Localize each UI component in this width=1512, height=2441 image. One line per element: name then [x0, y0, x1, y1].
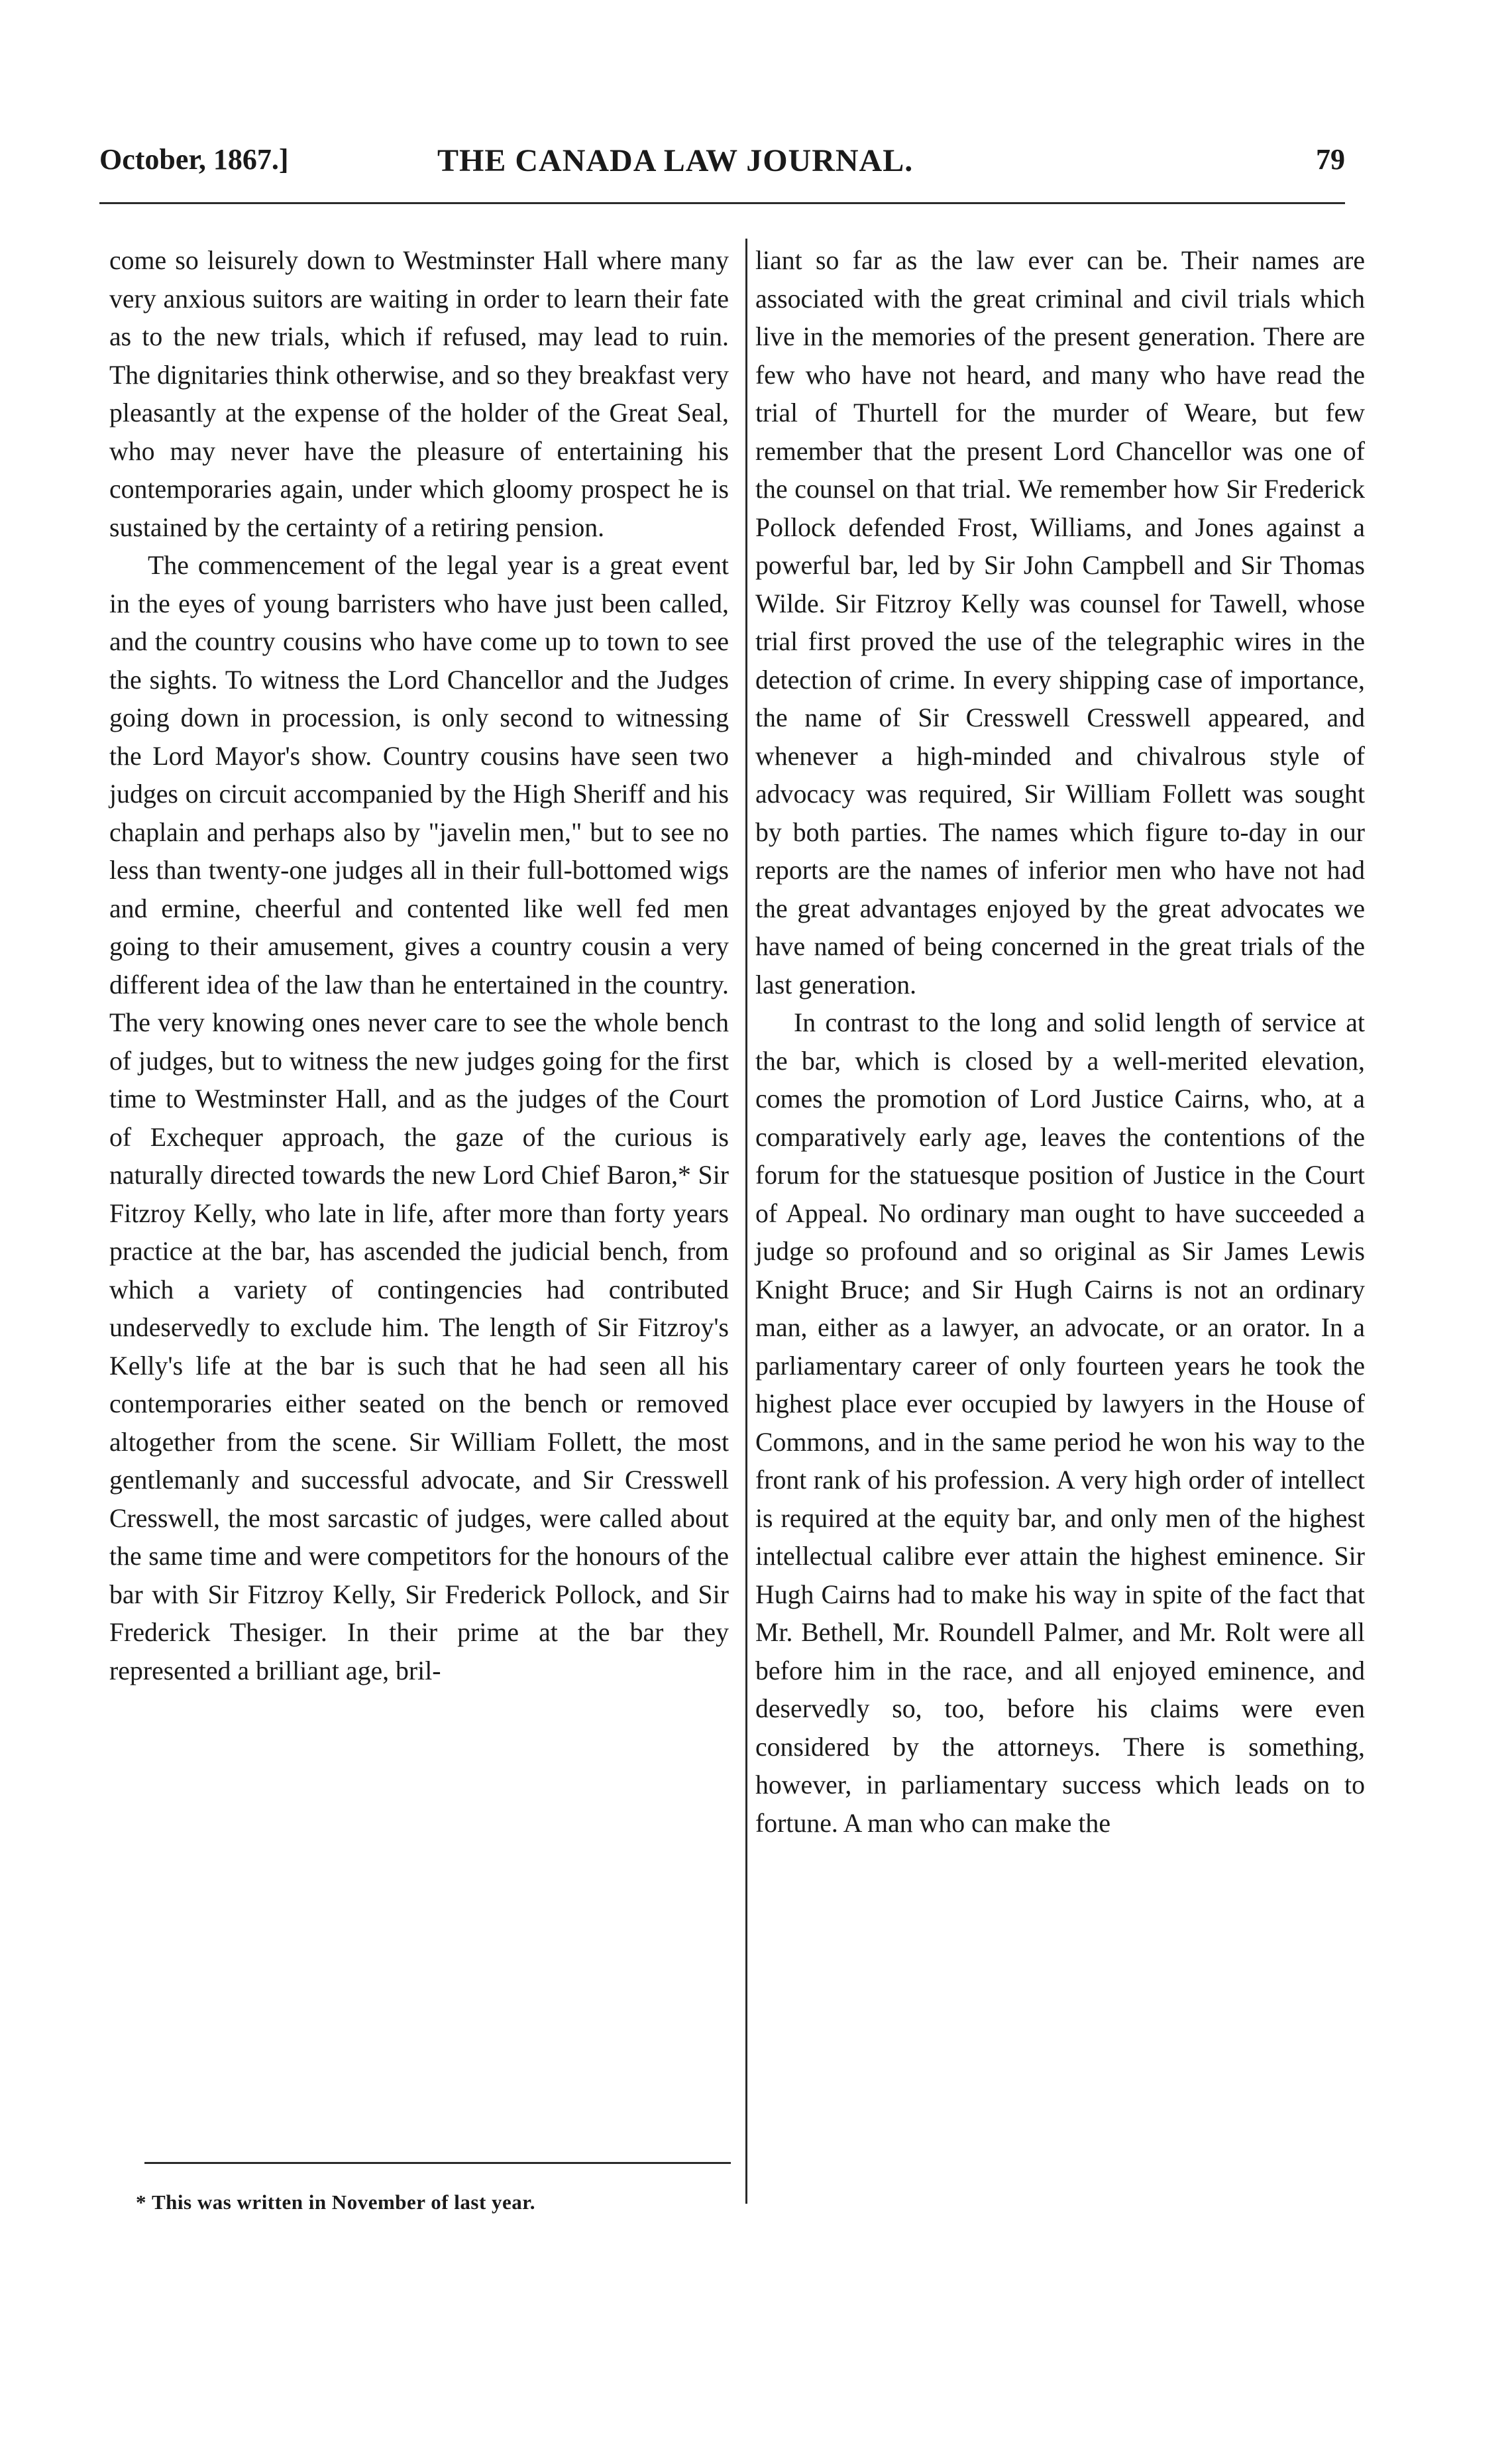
footnote-text: This was written in November of last year.	[152, 2190, 535, 2214]
left-column	[109, 242, 729, 1690]
footnote-marker: *	[136, 2190, 146, 2214]
left-paragraph-2: The commencement of the legal year is a great event in the eyes of young barristers who have just been called, and the country cousins who have come up to town to see the sights. To witness the Lord Chancellor and the Judges going down in procession, is only second to witnessing the Lord Mayor's show. Country cousins have seen two judges on circuit accompanied by the High Sheriff and his chaplain and perhaps also by "javelin men," but to see no less than twenty-one judges all in their full-bottomed wigs and ermine, cheerful and contented like well fed men going to their amusement, gives a country cousin a very different idea of the law than he entertained in the country. The very knowing ones never care to see the whole bench of judges, but to witness the new judges going for the first time to Westminster Hall, and as the judges of the Court of Exchequer approach, the gaze of the curious is naturally directed towards the new Lord Chief Baron,* Sir Fitzroy Kelly, who late in life, after more than forty years practice at the bar, has ascended the judicial bench, from which a variety of contingencies had contributed undeservedly to exclude him. The length of Sir Fitzroy's Kelly's life at the bar is such that he had seen all his contemporaries either seated on the bench or removed altogether from the scene. Sir William Follett, the most gentlemanly and successful advocate, and Sir Cresswell Cresswell, the most sarcastic of judges, were called about the same time and were competitors for the honours of the bar with Sir Fitzroy Kelly, Sir Frederick Pollock, and Sir Frederick Thesiger. In their prime at the bar they represented a brilliant age, bril-	[109, 551, 729, 1685]
issue-date: October, 1867.]	[99, 143, 289, 176]
page-number: 79	[1316, 143, 1345, 176]
right-column	[755, 242, 1365, 1843]
right-paragraph-1: liant so far as the law ever can be. Their names are associated with the great criminal and civil trials which live in the memories of the present generation. There are few who have not heard, and many who have read the trial of Thurtell for the murder of Weare, but few remember that the present Lord Chancellor was one of the counsel on that trial. We remember how Sir Frederick Pollock defended Frost, Williams, and Jones against a powerful bar, led by Sir John Campbell and Sir Thomas Wilde. Sir Fitzroy Kelly was counsel for Tawell, whose trial first proved the use of the telegraphic wires in the detection of crime. In every shipping case of importance, the name of Sir Cresswell Cresswell appeared, and whenever a high-minded and chivalrous style of advocacy was required, Sir William Follett was sought by both parties. The names which figure to-day in our reports are the names of inferior men who have not had the great advantages enjoyed by the great advocates we have named of being concerned in the great trials of the last generation.	[755, 246, 1365, 999]
header-rule	[99, 202, 1345, 204]
footnote	[136, 2190, 732, 2214]
journal-title: THE CANADA LAW JOURNAL.	[437, 143, 914, 178]
right-paragraph-2: In contrast to the long and solid length of service at the bar, which is closed by a well-merited elevation, comes the promotion of Lord Justice Cairns, who, at a comparatively early age, leaves the contentions of the forum for the statuesque position of Justice in the Court of Appeal. No ordinary man ought to have succeeded a judge so profound and so original as Sir James Lewis Knight Bruce; and Sir Hugh Cairns is not an ordinary man, either as a lawyer, an advocate, or an orator. In a parliamentary career of only fourteen years he took the highest place ever occupied by lawyers in the House of Commons, and in the same period he won his way to the front rank of his profession. A very high order of intellect is required at the equity bar, and only men of the highest intellectual calibre ever attain the highest eminence. Sir Hugh Cairns had to make his way in spite of the fact that Mr. Bethell, Mr. Roundell Palmer, and Mr. Rolt were all before him in the race, and all enjoyed eminence, and deservedly so, too, before his claims were even considered by the attorneys. There is something, however, in parliamentary success which leads on to fortune. A man who can make the	[755, 1008, 1365, 1838]
left-paragraph-1: come so leisurely down to Westminster Hall where many very anxious suitors are waiting in order to learn their fate as to the new trials, which if refused, may lead to ruin. The dignitaries think otherwise, and so they breakfast very pleasantly at the expense of the holder of the Great Seal, who may never have the pleasure of entertaining his contemporaries again, under which gloomy prospect he is sustained by the certainty of a retiring pension.	[109, 246, 729, 542]
footnote-rule	[144, 2162, 731, 2164]
column-divider	[745, 239, 747, 2204]
running-header	[99, 136, 1345, 182]
